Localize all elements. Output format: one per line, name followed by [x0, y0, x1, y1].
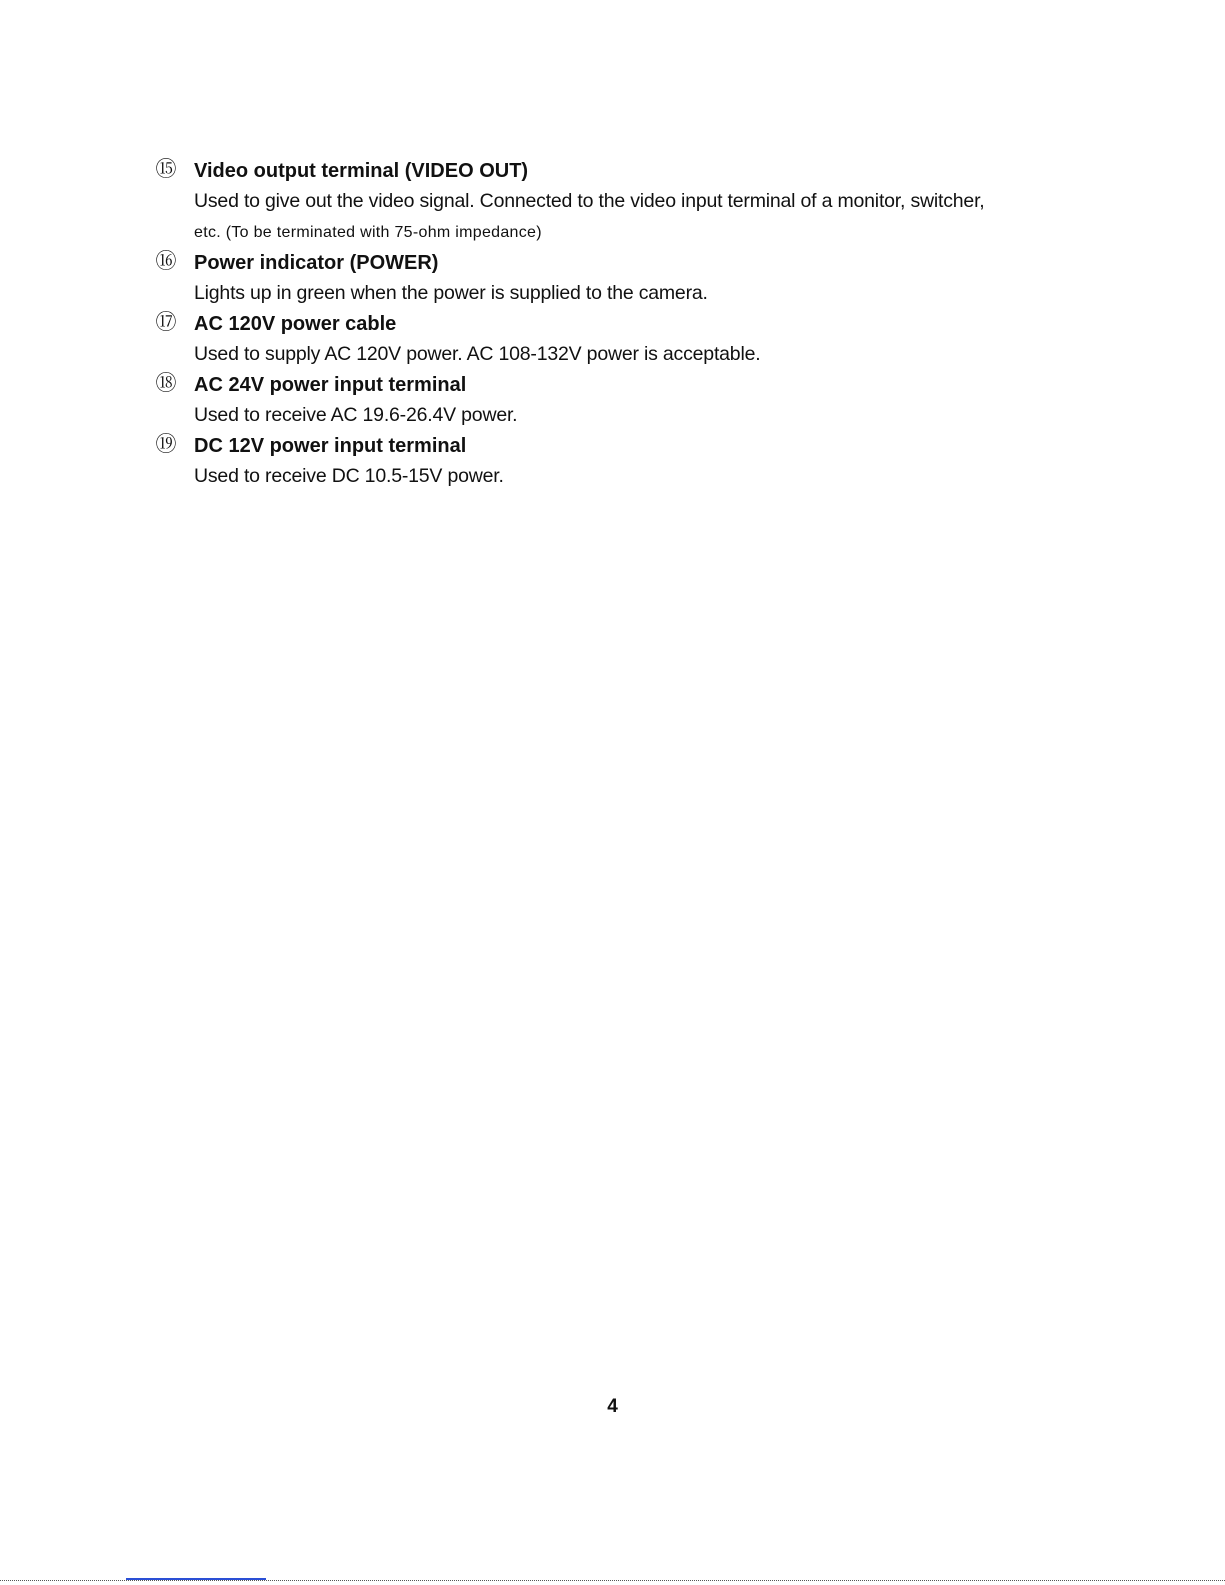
list-item-video-output-terminal	[154, 156, 1074, 248]
circled-number-19-icon: ⑲	[155, 432, 177, 456]
list-item-dc-12v-power-input-terminal	[154, 431, 1074, 492]
terminal-description-list	[154, 156, 1074, 492]
bottom-divider	[0, 1580, 1225, 1581]
item-heading: AC 120V power cable	[194, 313, 397, 335]
list-item-ac-24v-power-input-terminal	[154, 370, 1074, 431]
description-line: etc. (To be terminated with 75-ohm impedance)	[194, 224, 542, 241]
item-description	[194, 400, 1074, 431]
item-heading: Power indicator (POWER)	[194, 252, 439, 274]
description-line: Used to receive DC 10.5-15V power.	[194, 465, 504, 487]
list-item-ac-120v-power-cable	[154, 309, 1074, 370]
circled-number-18-icon: ⑱	[155, 371, 177, 395]
item-heading: Video output terminal (VIDEO OUT)	[194, 160, 529, 182]
circled-number-17-icon: ⑰	[155, 310, 177, 334]
circled-number-15-icon: ⑮	[155, 157, 177, 181]
description-line: Used to supply AC 120V power. AC 108-132V power is acceptable.	[194, 343, 761, 365]
description-line: Used to give out the video signal. Connected to the video input terminal of a monitor, switcher,	[194, 190, 985, 212]
item-description	[194, 461, 1074, 492]
list-item-power-indicator	[154, 248, 1074, 309]
item-description	[194, 339, 1074, 370]
item-heading: DC 12V power input terminal	[194, 435, 467, 457]
item-heading: AC 24V power input terminal	[194, 374, 467, 396]
description-line: Used to receive AC 19.6-26.4V power.	[194, 404, 518, 426]
circled-number-16-icon: ⑯	[155, 249, 177, 273]
description-line: Lights up in green when the power is supplied to the camera.	[194, 282, 708, 304]
bottom-underline-mark	[126, 1578, 266, 1580]
item-description	[194, 278, 1074, 309]
page-number: 4	[607, 1396, 618, 1417]
item-description	[194, 186, 1074, 248]
